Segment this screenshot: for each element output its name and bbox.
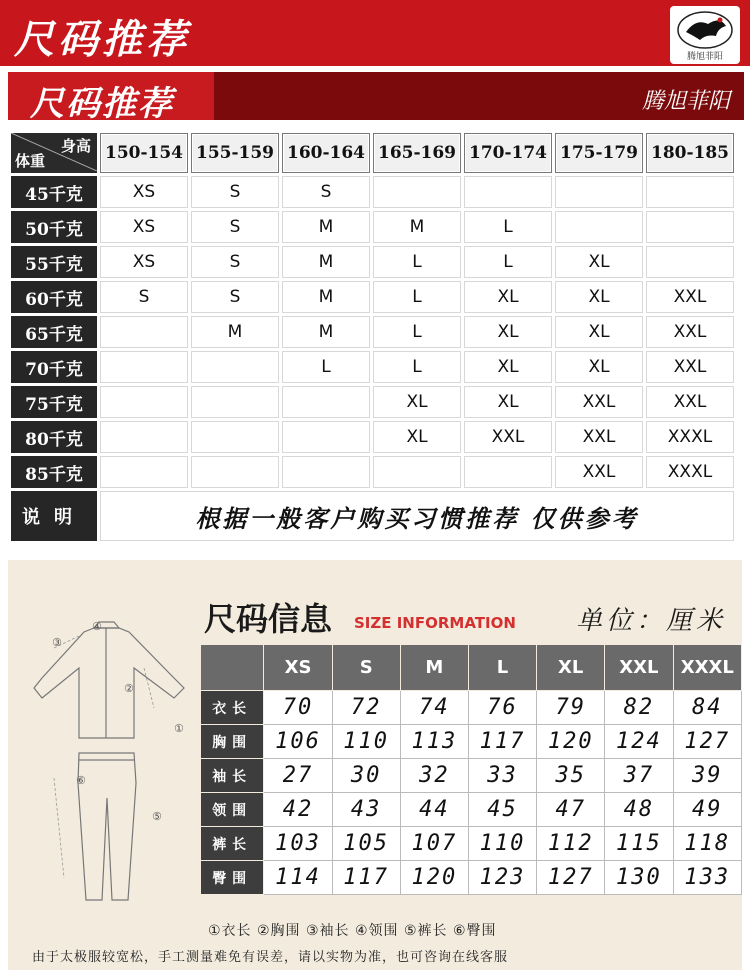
info-title: 尺码信息 [204,600,333,638]
size-cell: XS [100,211,188,243]
size-cell: XXXL [646,456,734,488]
measurement-cell: 39 [673,759,741,793]
height-header: 170-174 [464,133,552,173]
weight-header: 65千克 [11,316,97,348]
brand-name: 腾旭菲阳 [641,89,730,114]
size-cell: L [373,281,461,313]
size-cell: S [191,211,279,243]
size-cell [464,176,552,208]
size-cell: XXL [646,281,734,313]
weight-header: 75千克 [11,386,97,418]
measurement-cell: 115 [605,827,673,861]
measurement-cell: 82 [605,691,673,725]
measurement-cell: 47 [537,793,605,827]
measurement-row [201,759,742,793]
measurement-row [201,827,742,861]
measurement-cell: 133 [673,861,741,895]
measurement-cell: 106 [264,725,332,759]
measurement-cell: 37 [605,759,673,793]
height-header: 155-159 [191,133,279,173]
size-cell [282,456,370,488]
logo-text: 腾旭菲阳 [686,52,723,62]
section-title: 尺码推荐 [30,84,174,124]
size-cell: S [191,176,279,208]
size-cell [282,421,370,453]
measurement-cell: 79 [537,691,605,725]
measurement-cell: 35 [537,759,605,793]
table-row [11,211,734,243]
measurement-cell: 45 [468,793,536,827]
marker-pants-length: ⑤ [152,810,162,823]
measurement-label: 裤长 [201,827,264,861]
size-cell: XL [373,421,461,453]
size-cell [646,176,734,208]
size-cell: XXL [555,421,643,453]
size-cell: XL [464,316,552,348]
section-header-highlight [8,72,214,124]
size-cell: XL [555,316,643,348]
measurement-table [200,644,742,895]
measurement-header-row [201,645,742,691]
measurement-label: 胸围 [201,725,264,759]
size-cell: XS [100,176,188,208]
measurement-cell: 42 [264,793,332,827]
size-cell [555,211,643,243]
measurement-row [201,691,742,725]
size-cell [373,176,461,208]
measurement-cell: 48 [605,793,673,827]
size-cell [282,386,370,418]
marker-hip: ⑥ [76,774,86,787]
garment-diagram [24,608,194,908]
measurement-cell: 72 [332,691,400,725]
height-header: 165-169 [373,133,461,173]
table-header-row [11,133,734,173]
size-cell: XL [464,281,552,313]
size-cell: L [373,351,461,383]
size-cell: XXL [646,316,734,348]
table-row [11,246,734,278]
size-cell: M [191,316,279,348]
size-info-section [8,560,742,970]
size-cell [100,456,188,488]
size-cell: L [373,316,461,348]
size-header: XXXL [673,645,741,691]
size-recommendation-table [8,130,737,544]
weight-header: 70千克 [11,351,97,383]
measurement-cell: 84 [673,691,741,725]
measurement-cell: 44 [400,793,468,827]
measurement-cell: 70 [264,691,332,725]
size-header: L [468,645,536,691]
table-row [11,351,734,383]
measurement-corner [201,645,264,691]
size-cell: L [464,246,552,278]
size-cell: XL [555,281,643,313]
measurement-cell: 130 [605,861,673,895]
info-subtitle: SIZE INFORMATION [354,614,516,632]
size-cell: S [191,246,279,278]
size-cell: S [100,281,188,313]
measurement-cell: 117 [332,861,400,895]
measurement-label: 领围 [201,793,264,827]
size-cell: L [464,211,552,243]
measurement-table-body [201,691,742,895]
size-cell: XXL [555,386,643,418]
size-header: XL [537,645,605,691]
size-cell: L [282,351,370,383]
size-cell [191,456,279,488]
section-header [8,72,744,124]
measurement-cell: 74 [400,691,468,725]
brand-logo-icon [676,10,734,50]
brand-logo [670,6,740,64]
measurement-cell: 110 [332,725,400,759]
height-header: 160-164 [282,133,370,173]
marker-chest: ② [124,682,134,695]
measurement-label: 袖长 [201,759,264,793]
measurement-row [201,725,742,759]
marker-collar: ④ [92,620,102,633]
measurement-cell: 33 [468,759,536,793]
measurement-label: 臀围 [201,861,264,895]
size-cell [464,456,552,488]
size-cell: M [282,316,370,348]
weight-header: 45千克 [11,176,97,208]
size-cell: XL [464,351,552,383]
disclaimer-text: 由于太极服较宽松，手工测量难免有误差，请以实物为准，也可咨询在线客服 [32,950,509,965]
measurement-cell: 123 [468,861,536,895]
size-cell [100,421,188,453]
table-row [11,176,734,208]
note-label: 说明 [11,491,97,541]
measurement-cell: 105 [332,827,400,861]
size-cell: XXL [646,351,734,383]
size-cell: XL [555,351,643,383]
weight-header: 85千克 [11,456,97,488]
height-header: 180-185 [646,133,734,173]
measurement-cell: 32 [400,759,468,793]
size-cell: L [373,246,461,278]
measurement-cell: 30 [332,759,400,793]
size-cell [373,456,461,488]
marker-length: ① [174,722,184,735]
measurement-cell: 112 [537,827,605,861]
measurement-cell: 120 [537,725,605,759]
size-cell: XL [464,386,552,418]
size-cell: XS [100,246,188,278]
size-header: XS [264,645,332,691]
measurement-cell: 27 [264,759,332,793]
height-axis-label: 身高 [60,137,91,155]
size-header: M [400,645,468,691]
measurement-cell: 103 [264,827,332,861]
unit-label: 单位：厘米 [575,606,726,636]
weight-header: 50千克 [11,211,97,243]
size-cell: XXXL [646,421,734,453]
size-cell: XXL [646,386,734,418]
size-cell [100,386,188,418]
note-row [11,491,734,541]
size-cell: M [282,281,370,313]
size-cell: XL [555,246,643,278]
size-cell [100,316,188,348]
measurement-legend: ①衣长 ②胸围 ③袖长 ④领围 ⑤裤长 ⑥臀围 [208,923,497,939]
size-cell [100,351,188,383]
weight-header: 80千克 [11,421,97,453]
measurement-label: 衣长 [201,691,264,725]
measurement-row [201,861,742,895]
top-banner [0,0,750,66]
table-row [11,281,734,313]
measurement-cell: 127 [673,725,741,759]
size-header: S [332,645,400,691]
weight-header: 60千克 [11,281,97,313]
size-cell: M [282,211,370,243]
table-corner [11,133,97,173]
measurement-row [201,793,742,827]
weight-axis-label: 体重 [15,152,46,170]
size-cell [555,176,643,208]
table-row [11,386,734,418]
table-row [11,421,734,453]
size-cell [646,246,734,278]
size-header: XXL [605,645,673,691]
measurement-cell: 120 [400,861,468,895]
size-cell: S [282,176,370,208]
measurement-cell: 107 [400,827,468,861]
banner-title: 尺码推荐 [14,16,190,63]
table-row [11,456,734,488]
size-cell: S [191,281,279,313]
note-text: 根据一般客户购买习惯推荐 仅供参考 [100,491,734,541]
measurement-cell: 118 [673,827,741,861]
size-cell [191,386,279,418]
size-cell: M [373,211,461,243]
measurement-cell: 76 [468,691,536,725]
weight-header: 55千克 [11,246,97,278]
measurement-cell: 110 [468,827,536,861]
height-header: 150-154 [100,133,188,173]
measurement-cell: 49 [673,793,741,827]
marker-sleeve: ③ [52,636,62,649]
table-row [11,316,734,348]
size-cell: XL [373,386,461,418]
measurement-cell: 114 [264,861,332,895]
measurement-cell: 113 [400,725,468,759]
size-table-body [11,176,734,488]
size-cell: XXL [555,456,643,488]
size-cell: XXL [464,421,552,453]
size-cell [646,211,734,243]
size-cell [191,421,279,453]
measurement-cell: 127 [537,861,605,895]
height-header: 175-179 [555,133,643,173]
size-cell [191,351,279,383]
measurement-cell: 117 [468,725,536,759]
measurement-cell: 124 [605,725,673,759]
size-cell: M [282,246,370,278]
measurement-cell: 43 [332,793,400,827]
